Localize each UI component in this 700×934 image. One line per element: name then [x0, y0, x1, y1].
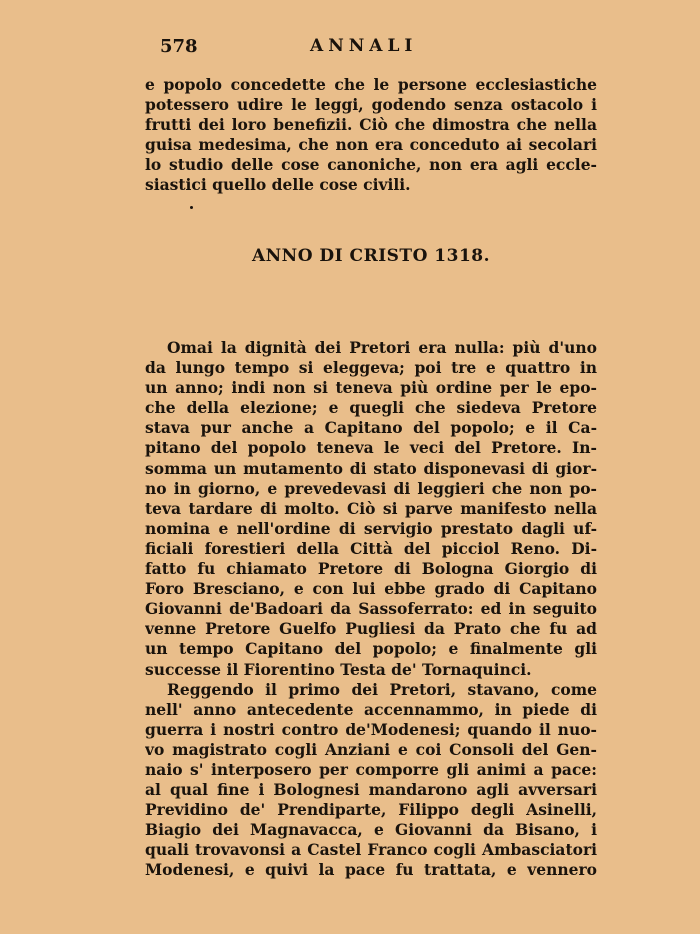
text-line: Modenesi, e quivi la pace fu trattata, e vennero: [145, 860, 597, 880]
text-line: quali trovavonsi a Castel Franco cogli Ambasciatori: [145, 840, 597, 860]
text-line: ficiali forestieri della Città del picciol Reno. Di-: [145, 538, 597, 558]
text-line: fatto fu chiamato Pretore di Bologna Giorgio di: [145, 559, 597, 579]
text-line: venne Pretore Guelfo Pugliesi da Prato che fu ad: [145, 619, 597, 639]
text-line: no in giorno, e prevedevasi di leggieri che non po-: [145, 478, 597, 498]
text-line: un tempo Capitano del popolo; e finalmente gli: [145, 639, 597, 659]
text-line: pitano del popolo teneva le veci del Pretore. In-: [145, 438, 597, 458]
text-line: teva tardare di molto. Ciò si parve manifesto nella: [145, 498, 597, 518]
text-line: guisa medesima, che non era conceduto ai secolari: [145, 135, 597, 155]
text-line: un anno; indi non si teneva più ordine per le epo-: [145, 378, 597, 398]
text-line: Omai la dignità dei Pretori era nulla: più d'uno: [167, 338, 597, 357]
text-line: frutti dei loro benefizii. Ciò che dimostra che nella: [145, 115, 597, 135]
text-line: Previdino de' Prendiparte, Filippo degli Asinelli,: [145, 800, 597, 820]
text-line: Giovanni de'Badoari da Sassoferrato: ed in seguito: [145, 599, 597, 619]
continuation-paragraph: [145, 75, 597, 196]
text-line: e popolo concedette che le persone ecclesiastiche: [145, 75, 597, 94]
text-line: nomina e nell'ordine di servigio prestato dagli uf-: [145, 518, 597, 538]
text-line: Foro Bresciano, e con lui ebbe grado di Capitano: [145, 579, 597, 599]
body-text: [145, 338, 597, 881]
running-head: ANNALI: [310, 36, 418, 56]
section-heading: ANNO DI CRISTO 1318.: [251, 246, 491, 266]
text-line: guerra i nostri contro de'Modenesi; quando il nuo-: [145, 719, 597, 739]
text-line: potessero udire le leggi, godendo senza ostacolo i: [145, 95, 597, 115]
text-line: siastici quello delle cose civili.: [145, 175, 411, 195]
text-line: Reggendo il primo dei Pretori, stavano, come: [167, 679, 597, 699]
text-line: Biagio dei Magnavacca, e Giovanni da Bisano, i: [145, 820, 597, 840]
text-line: somma un mutamento di stato disponevasi di gior-: [145, 458, 597, 478]
text-line: successe il Fiorentino Testa de' Tornaquinci.: [145, 659, 532, 679]
text-line: da lungo tempo si eleggeva; poi tre e quattro in: [145, 358, 597, 378]
text-line: stava pur anche a Capitano del popolo; e il Ca-: [145, 418, 597, 438]
page-number: 578: [160, 36, 198, 57]
paragraph-1: [145, 338, 597, 680]
text-line: vo magistrato cogli Anziani e coi Consoli del Gen-: [145, 739, 597, 759]
text-line: naio s' interposero per comporre gli animi a pace:: [145, 759, 597, 779]
ink-speck: [190, 206, 193, 209]
text-line: che della elezione; e quegli che siedeva Pretore: [145, 398, 597, 418]
paragraph-2: [145, 680, 597, 881]
text-line: lo studio delle cose canoniche, non era agli eccle-: [145, 155, 597, 175]
text-line: al qual fine i Bolognesi mandarono agli avversari: [145, 780, 597, 800]
text-line: nell' anno antecedente accennammo, in piede di: [145, 699, 597, 719]
page-header: [160, 36, 600, 60]
